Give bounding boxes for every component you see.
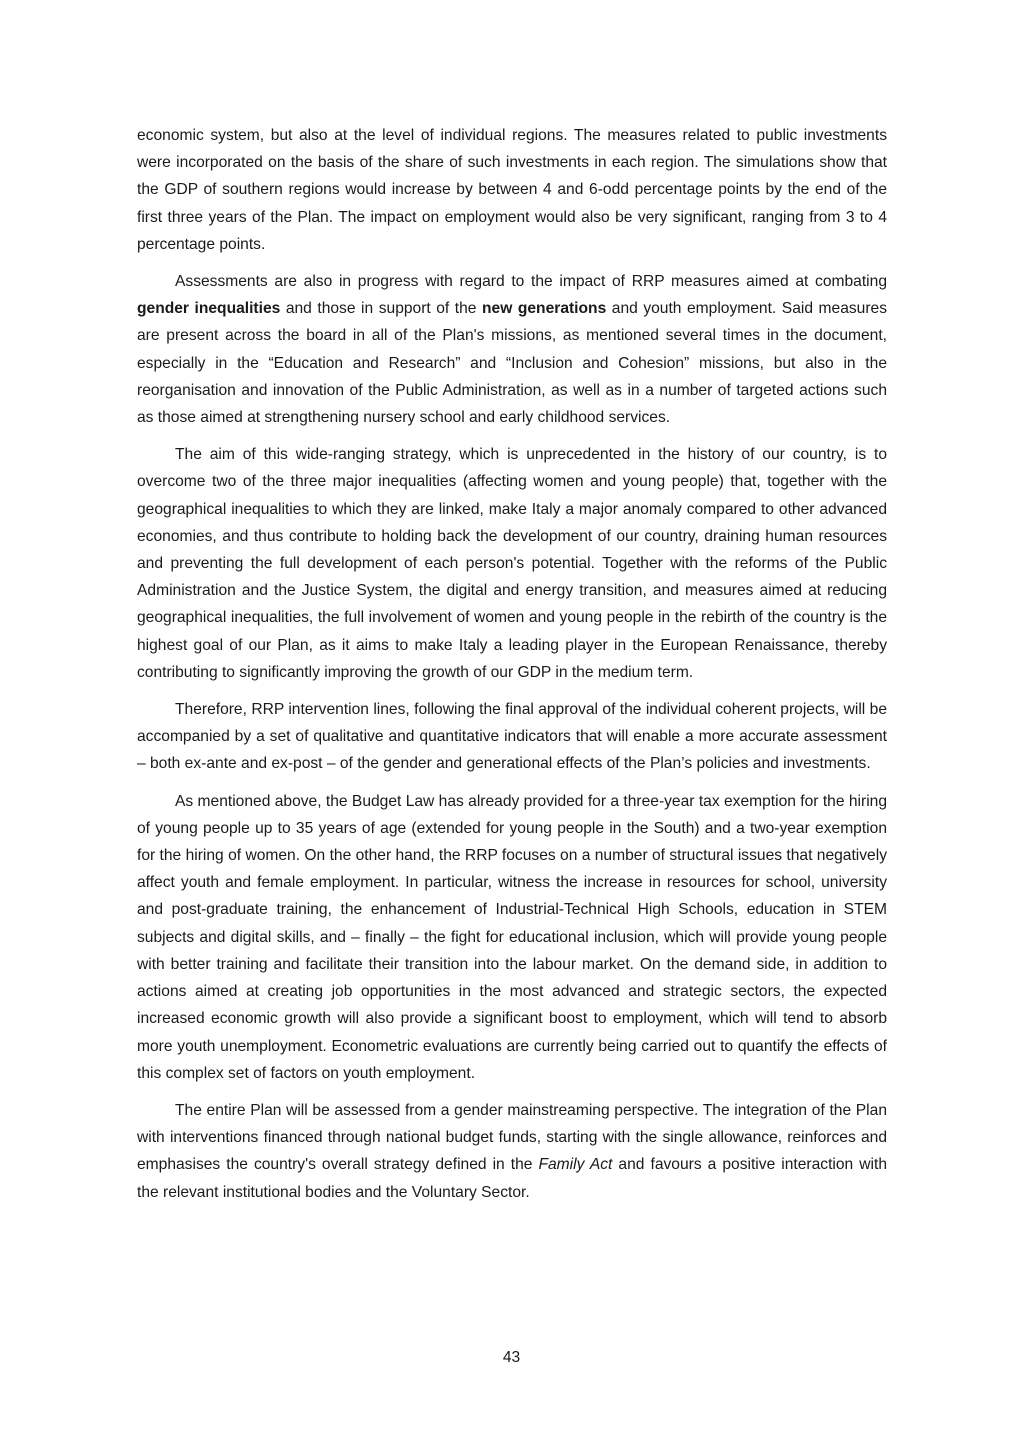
text-segment: As mentioned above, the Budget Law has already provided for a three-year tax exemption for the hiring of young people up to 35 years of age (extended for young people in the South) and a two-year exemption for the hiring of women. On the other hand, the RRP focuses on a number of structural issues that negatively affect youth and female employment. In particular, witness the increase in resources for school, university and post-graduate training, the enhancement of Industrial-Technical High Schools, education in STEM subjects and digital skills, and – finally – the fight for educational inclusion, which will provide young people with better training and facilitate their transition into the labour market. On the demand side, in addition to actions aimed at creating job opportunities in the most advanced and strategic sectors, the expected increased economic growth will also provide a significant boost to employment, which will tend to absorb more youth unemployment. Econometric evaluations are currently being carried out to quantify the effects of this complex set of factors on youth employment. [137, 792, 887, 1082]
paragraph-1 [137, 122, 887, 258]
text-segment: Assessments are also in progress with regard to the impact of RRP measures aimed at combating [175, 273, 887, 291]
text-segment: The aim of this wide-ranging strategy, which is unprecedented in the history of our country, is to overcome two of the three major inequalities (affecting women and young people) that, together with the geographical inequalities to which they are linked, make Italy a major anomaly compared to other advanced economies, and thus contribute to holding back the development of our country, draining human resources and preventing the full development of each person's potential. Together with the reforms of the Public Administration and the Justice System, the digital and energy transition, and measures aimed at reducing geographical inequalities, the full involvement of women and young people in the rebirth of the country is the highest goal of our Plan, as it aims to make Italy a leading player in the European Renaissance, thereby contributing to significantly improving the growth of our GDP in the medium term. [137, 446, 887, 681]
body-text [137, 122, 887, 1216]
paragraph-5 [137, 788, 887, 1087]
bold-phrase-gender-inequalities: gender inequalities [137, 300, 281, 318]
page-number: 43 [502, 1349, 521, 1366]
bold-phrase-new-generations: new generations [482, 300, 607, 318]
paragraph-2 [137, 268, 887, 431]
text-segment: and those in support of the [280, 300, 482, 318]
italic-phrase-family-act: Family Act [538, 1156, 613, 1174]
text-segment: and youth employment. Said measures are present across the board in all of the Plan's missions, as mentioned several times in the document, especially in the “Education and Research” and “Inclusion and Cohesion” missions, but also in the reorganisation and innovation of the Public Administration, as well as in a number of targeted actions such as those aimed at strengthening nursery school and early childhood services. [137, 300, 887, 427]
text-segment: and favours a positive interaction with the relevant institutional bodies and the Voluntary Sector. [137, 1156, 887, 1201]
paragraph-4 [137, 696, 887, 778]
paragraph-6 [137, 1097, 887, 1206]
text-segment: economic system, but also at the level of individual regions. The measures related to public investments were incorporated on the basis of the share of such investments in each region. The simulations show that the GDP of southern regions would increase by between 4 and 6-odd percentage points by the end of the first three years of the Plan. The impact on employment would also be very significant, ranging from 3 to 4 percentage points. [137, 127, 887, 253]
paragraph-3 [137, 441, 887, 686]
text-segment: The entire Plan will be assessed from a gender mainstreaming perspective. The integration of the Plan with interventions financed through national budget funds, starting with the single allowance, reinforces and emphasises the country's overall strategy defined in the [137, 1101, 887, 1174]
text-segment: Therefore, RRP intervention lines, following the final approval of the individual coherent projects, will be accompanied by a set of qualitative and quantitative indicators that will enable a more accurate assessment – both ex-ante and ex-post – of the gender and generational effects of the Plan’s policies and investments. [137, 701, 887, 773]
